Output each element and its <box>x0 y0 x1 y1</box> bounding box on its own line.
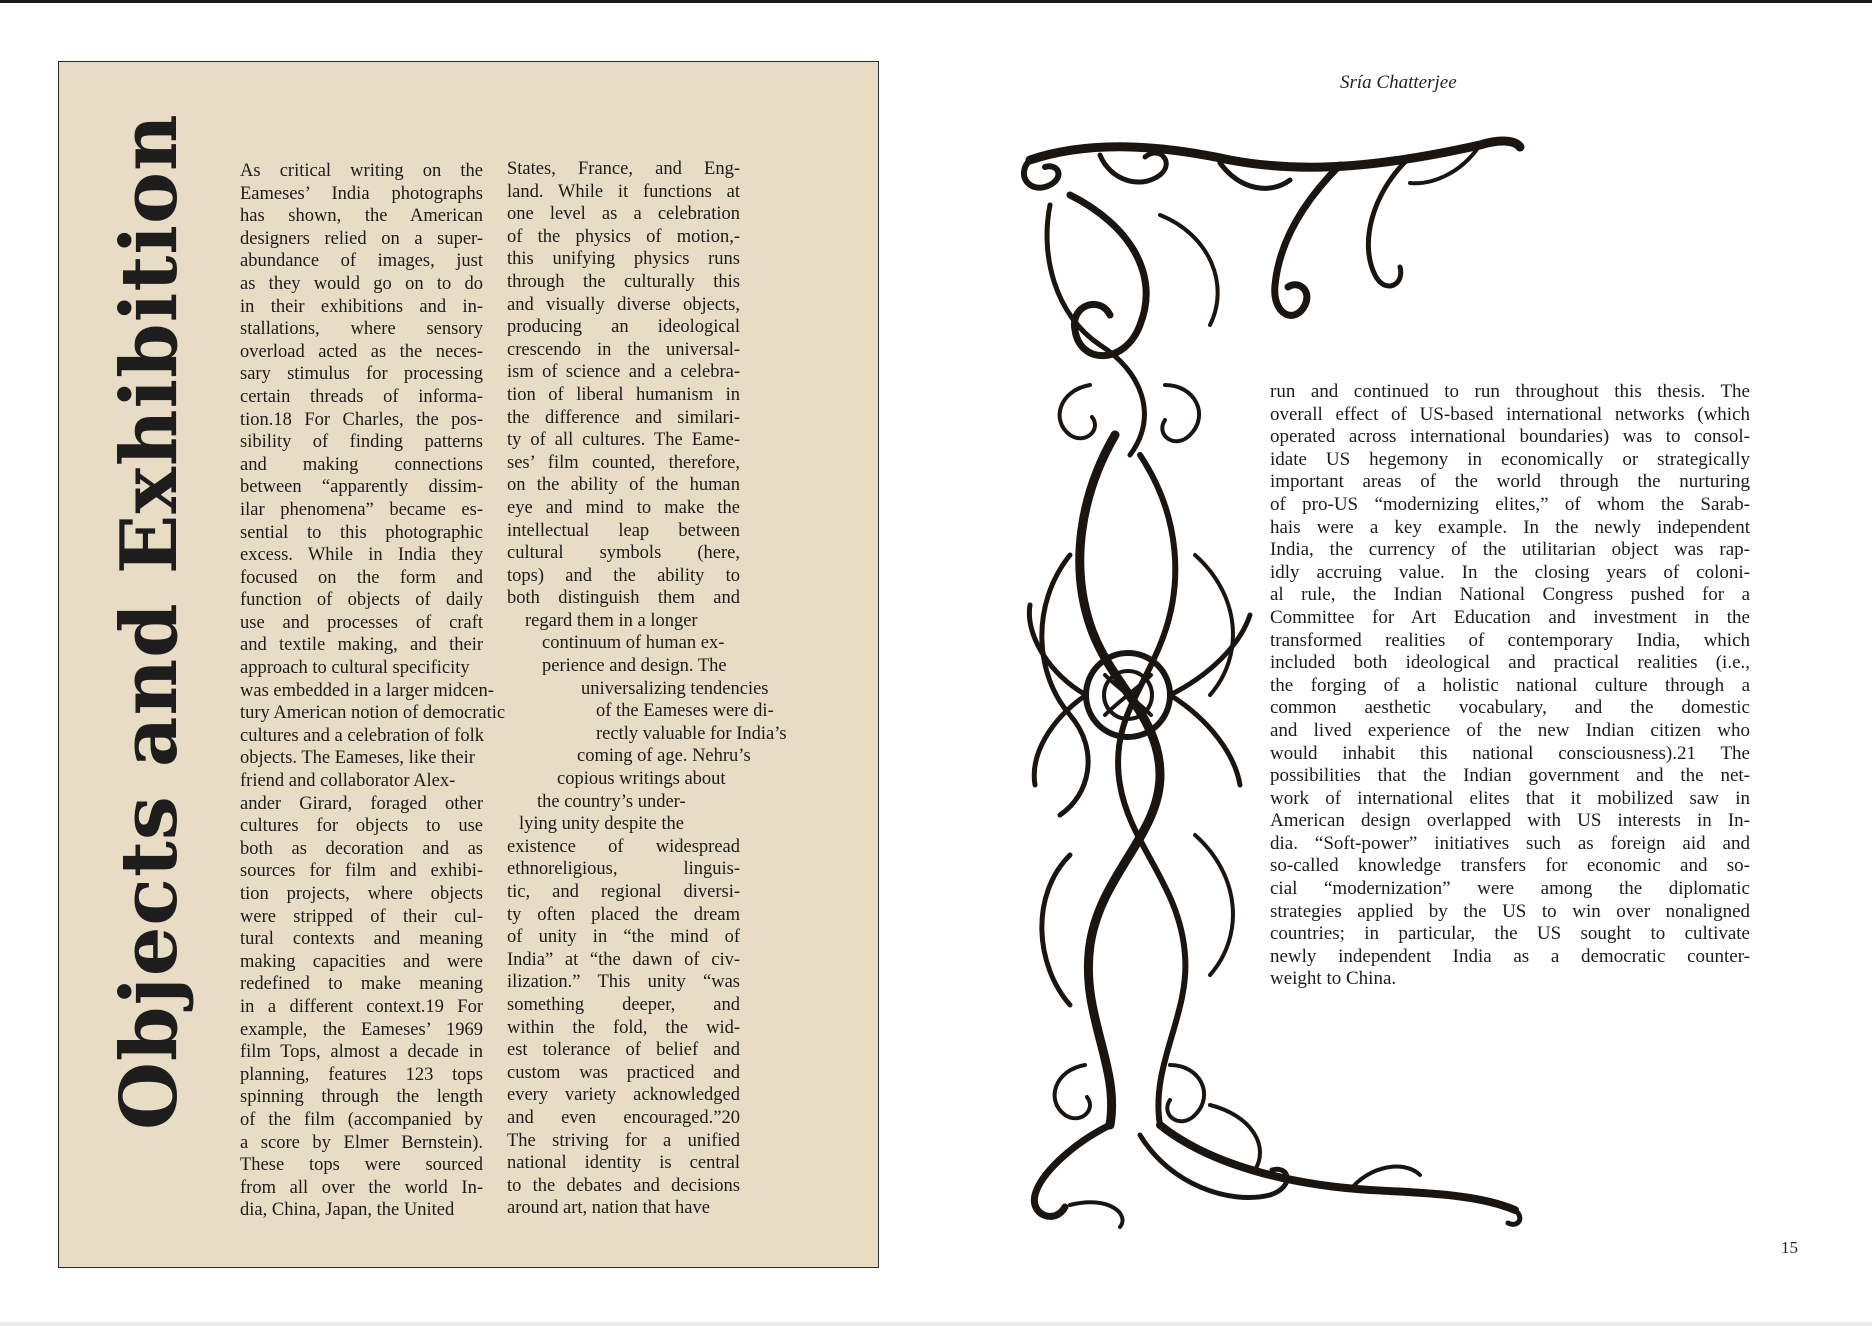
text-line: cultures and a celebration of folk <box>240 725 484 746</box>
text-line: ethnoreligious, linguis- <box>507 859 740 880</box>
page-number: 15 <box>1781 1238 1798 1257</box>
text-line: both as decoration and as <box>240 838 483 859</box>
text-line: function of objects of daily <box>240 590 483 611</box>
text-line: friend and collaborator Alex- <box>240 771 456 792</box>
text-line: something deeper, and <box>507 994 740 1015</box>
text-line: copious writings about <box>557 769 726 790</box>
text-line: ses’ film counted, therefore, <box>507 452 740 473</box>
text-line: ty often placed the dream <box>507 904 740 925</box>
text-line: weight to China. <box>1270 968 1397 990</box>
text-line: ilar phenomena” became es- <box>240 499 483 520</box>
text-line: custom was practiced and <box>507 1062 740 1083</box>
text-line: est tolerance of belief and <box>507 1040 740 1061</box>
text-line: Eameses’ India photographs <box>240 183 483 204</box>
text-line: universalizing tendencies <box>581 678 769 699</box>
text-line: Committee for Art Education and investment in the <box>1270 606 1750 628</box>
text-line: As critical writing on the <box>240 161 483 181</box>
text-line: eye and mind to make the <box>507 497 740 518</box>
text-line: dia, China, Japan, the United <box>240 1200 455 1221</box>
text-line: land. While it functions at <box>507 181 740 202</box>
text-line: tury American notion of democratic <box>240 703 506 724</box>
text-line: were stripped of their cul- <box>240 906 483 927</box>
text-line: from all over the world In- <box>240 1177 483 1198</box>
text-line: overall effect of US-based international networks (which <box>1270 403 1750 425</box>
text-line: possibilities that the Indian government and the net- <box>1270 765 1750 787</box>
text-line: of the physics of motion,- <box>507 226 740 247</box>
top-rule <box>0 0 1872 3</box>
text-line: certain threads of informa- <box>240 386 483 407</box>
text-line: newly independent India as a democratic counter- <box>1270 945 1750 967</box>
column-middle <box>507 158 787 1220</box>
text-line: perience and design. The <box>542 656 727 677</box>
text-line: ism of science and a celebra- <box>507 362 740 383</box>
text-line: coming of age. Nehru’s <box>577 746 751 767</box>
text-line: both distinguish them and <box>507 588 740 609</box>
column-left <box>240 160 506 1222</box>
text-line: between “apparently dissim- <box>240 477 483 498</box>
text-line: in their exhibitions and in- <box>240 296 483 317</box>
text-line: use and processes of craft <box>240 612 483 633</box>
text-line: dia. “Soft-power” initiatives such as foreign aid and <box>1270 832 1750 854</box>
text-line: and visually diverse objects, <box>507 294 740 315</box>
text-line: common aesthetic vocabulary, and the domestic <box>1270 697 1750 719</box>
text-line: India, the currency of the utilitarian object was rap- <box>1270 539 1750 561</box>
text-line: run and continued to run throughout this thesis. The <box>1270 381 1750 402</box>
text-line: cultures for objects to use <box>240 816 483 837</box>
text-line: the forging of a holistic national culture through a <box>1270 674 1750 696</box>
text-line: around art, nation that have <box>507 1198 710 1219</box>
text-line: focused on the form and <box>240 567 483 588</box>
text-line: and making connections <box>240 454 483 475</box>
text-line: film Tops, almost a decade in <box>240 1042 483 1063</box>
text-line: redefined to make meaning <box>240 974 483 995</box>
text-line: the difference and similari- <box>507 407 740 428</box>
text-line: ander Girard, foraged other <box>240 793 483 814</box>
text-line: American design overlapped with US interests in In- <box>1270 810 1750 832</box>
text-line: the country’s under- <box>537 791 686 812</box>
text-line: sential to this photographic <box>240 522 483 543</box>
bottom-band <box>0 1322 1872 1326</box>
text-line: idly accruing value. In the closing years of coloni- <box>1270 561 1750 583</box>
text-line: operated across international boundaries) was to consol- <box>1270 426 1750 448</box>
text-line: States, France, and Eng- <box>507 159 740 179</box>
running-head-author: Sría Chatterjee <box>1340 72 1457 93</box>
text-line: spinning through the length <box>240 1087 483 1108</box>
text-line: every variety acknowledged <box>507 1085 740 1106</box>
text-line: and even encouraged.”20 <box>507 1107 740 1128</box>
text-line: continuum of human ex- <box>542 633 725 654</box>
text-line: sibility of finding patterns <box>240 432 483 453</box>
text-line: intellectual leap between <box>507 520 740 541</box>
text-line: one level as a celebration <box>507 204 740 225</box>
text-line: idate US hegemony in economically or strategically <box>1270 448 1750 470</box>
column-right <box>1270 381 1750 991</box>
text-line: included both ideological and practical realities (i.e., <box>1270 652 1750 674</box>
text-line: cial “modernization” were among the diplomatic <box>1270 878 1750 900</box>
section-title: Objects and Exhibition <box>104 113 195 1130</box>
text-line: planning, features 123 tops <box>240 1064 483 1085</box>
text-line: regard them in a longer <box>525 610 698 631</box>
text-line: These tops were sourced <box>240 1155 483 1176</box>
text-line: and textile making, and their <box>240 635 483 656</box>
text-line: India” at “the dawn of civ- <box>507 949 740 970</box>
text-line: strategies applied by the US to win over nonaligned <box>1270 900 1750 922</box>
text-line: approach to cultural specificity <box>240 658 470 679</box>
text-line: al rule, the Indian National Congress pushed for a <box>1270 584 1750 606</box>
text-line: within the fold, the wid- <box>507 1017 740 1038</box>
text-line: tion of liberal humanism in <box>507 384 740 405</box>
text-line: lying unity despite the <box>519 814 684 835</box>
text-line: existence of widespread <box>507 836 740 857</box>
text-line: tural contexts and meaning <box>240 929 483 950</box>
text-line: was embedded in a larger midcen- <box>240 680 494 701</box>
text-line: tion projects, where objects <box>240 884 483 904</box>
text-line: abundance of images, just <box>240 251 483 272</box>
text-line: sary stimulus for processing <box>240 364 483 385</box>
text-line: The striving for a unified <box>507 1130 740 1151</box>
text-line: in a different context.19 For <box>240 996 483 1017</box>
text-line: would inhabit this national consciousness).21 The <box>1270 742 1750 764</box>
text-line: ty of all cultures. The Eame- <box>507 430 740 451</box>
text-line: example, the Eameses’ 1969 <box>240 1019 483 1040</box>
text-line: rectly valuable for India’s <box>596 723 787 744</box>
text-line: stallations, where sensory <box>240 319 483 340</box>
text-line: has shown, the American <box>240 206 483 227</box>
text-line: of pro-US “modernizing elites,” of whom the Sarab- <box>1270 493 1750 515</box>
text-line: producing an ideological <box>507 317 740 338</box>
text-line: overload acted as the neces- <box>240 341 483 362</box>
text-line: ilization.” This unity “was <box>507 972 740 993</box>
text-line: tic, and regional diversi- <box>507 882 740 902</box>
text-line: on the ability of the human <box>507 475 740 496</box>
text-line: a score by Elmer Bernstein). <box>240 1132 483 1153</box>
text-line: of the Eameses were di- <box>596 701 774 722</box>
text-line: crescendo in the universal- <box>507 339 740 360</box>
text-line: cultural symbols (here, <box>507 543 740 564</box>
text-line: tops) and the ability to <box>507 565 740 586</box>
text-line: national identity is central <box>507 1153 740 1174</box>
text-line: of unity in “the mind of <box>507 927 740 948</box>
text-line: objects. The Eameses, like their <box>240 748 475 769</box>
text-line: countries; in particular, the US sought to cultivate <box>1270 923 1750 945</box>
text-line: transformed realities of contemporary India, which <box>1270 629 1750 651</box>
text-line: to the debates and decisions <box>507 1175 740 1196</box>
text-line: tion.18 For Charles, the pos- <box>240 409 483 430</box>
text-line: and lived experience of the new Indian citizen who <box>1270 719 1750 741</box>
text-line: designers relied on a super- <box>240 228 483 249</box>
text-line: sources for film and exhibi- <box>240 861 483 882</box>
text-line: hais were a key example. In the newly independent <box>1270 516 1750 538</box>
text-line: so-called knowledge transfers for economic and so- <box>1270 855 1750 877</box>
text-line: work of international elites that it mobilized saw in <box>1270 787 1750 809</box>
text-line: of the film (accompanied by <box>240 1109 483 1130</box>
text-line: excess. While in India they <box>240 545 483 566</box>
text-line: making capacities and were <box>240 951 483 972</box>
text-line: important areas of the world through the nurturing <box>1270 471 1750 493</box>
text-line: as they would go on to do <box>240 273 483 294</box>
text-line: this unifying physics runs <box>507 249 740 270</box>
text-line: through the culturally this <box>507 271 740 292</box>
